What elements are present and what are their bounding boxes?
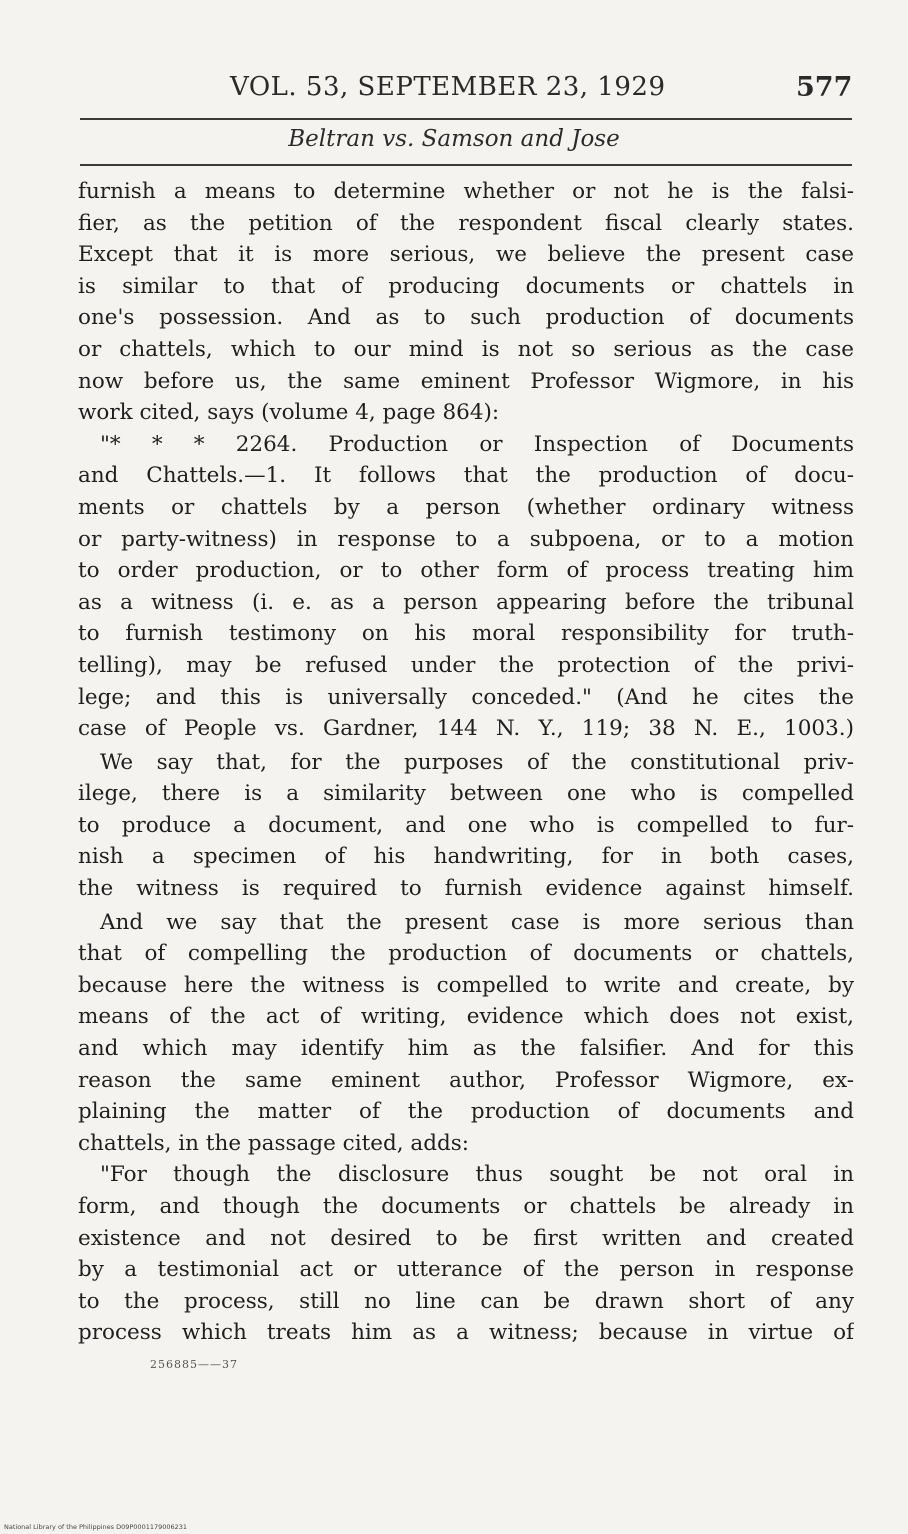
text-line: ilege, there is a similarity between one who is compelled (78, 781, 854, 807)
signature-mark: 256885——37 (150, 1358, 238, 1371)
quote-line: lege; and this is universally conceded." (And he cites the (78, 684, 854, 710)
quote-line: process which treats him as a witness; because in virtue of (78, 1320, 854, 1346)
text-line: work cited, says (volume 4, page 864): (78, 400, 500, 426)
text-line: nish a specimen of his handwriting, for in both cases, (78, 844, 854, 870)
quote-line: ments or chattels by a person (whether ordinary witness (78, 494, 854, 520)
text-line: And we say that the present case is more serious than (100, 909, 854, 935)
text-line: plaining the matter of the production of documents and (78, 1099, 854, 1125)
text-line: is similar to that of producing documents or chattels in (78, 273, 854, 299)
quote-line: as a witness (i. e. as a person appearing before the tribunal (78, 589, 854, 615)
quote-line: to order production, or to other form of process treating him (78, 558, 854, 584)
running-title: VOL. 53, SEPTEMBER 23, 1929 (230, 72, 666, 102)
quote-line: "* * * 2264. Production or Inspection of Documents (100, 431, 854, 457)
body-text (78, 176, 854, 1349)
text-line: We say that, for the purposes of the constitutional priv- (100, 749, 854, 775)
header-rule-bottom (80, 164, 852, 166)
header-rule-top (80, 118, 852, 120)
text-line: to produce a document, and one who is compelled to fur- (78, 812, 854, 838)
case-title: Beltran vs. Samson and Jose (288, 126, 620, 152)
text-line: now before us, the same eminent Professor Wigmore, in his (78, 368, 854, 394)
quote-line: form, and though the documents or chattels be already in (78, 1194, 854, 1219)
quote-line: case of People vs. Gardner, 144 N. Y., 119; 38 N. E., 1003.) (78, 716, 854, 742)
text-line: furnish a means to determine whether or not he is the falsi- (78, 179, 854, 204)
quote-line: by a testimonial act or utterance of the person in response (78, 1257, 854, 1283)
text-line: that of compelling the production of documents or chattels, (78, 941, 854, 967)
text-line: the witness is required to furnish evidence against himself. (78, 876, 854, 902)
quote-line: telling), may be refused under the protection of the privi- (78, 652, 854, 678)
text-line: fier, as the petition of the respondent fiscal clearly states. (78, 210, 854, 236)
text-line: and which may identify him as the falsifier. And for this (78, 1036, 854, 1062)
text-line: means of the act of writing, evidence which does not exist, (78, 1004, 854, 1030)
running-head (0, 62, 908, 112)
text-line: Except that it is more serious, we believe the present case (78, 242, 854, 268)
page-number: 577 (796, 72, 853, 103)
quote-line: or party-witness) in response to a subpoena, or to a motion (78, 526, 854, 552)
text-line: one's possession. And as to such production of documents (78, 305, 854, 331)
text-line: because here the witness is compelled to write and create, by (78, 972, 854, 998)
quote-line: and Chattels.—1. It follows that the production of docu- (78, 463, 854, 489)
quote-line: "For though the disclosure thus sought be not oral in (100, 1162, 854, 1188)
text-line: reason the same eminent author, Professor Wigmore, ex- (78, 1067, 854, 1093)
text-line: or chattels, which to our mind is not so serious as the case (78, 336, 854, 362)
quote-line: to furnish testimony on his moral responsibility for truth- (78, 621, 854, 647)
text-line: chattels, in the passage cited, adds: (78, 1130, 470, 1156)
quote-line: existence and not desired to be first written and created (78, 1225, 854, 1251)
archive-watermark: National Library of the Philippines D09P0001179006231 (4, 1523, 188, 1531)
quote-line: to the process, still no line can be drawn short of any (78, 1288, 854, 1314)
